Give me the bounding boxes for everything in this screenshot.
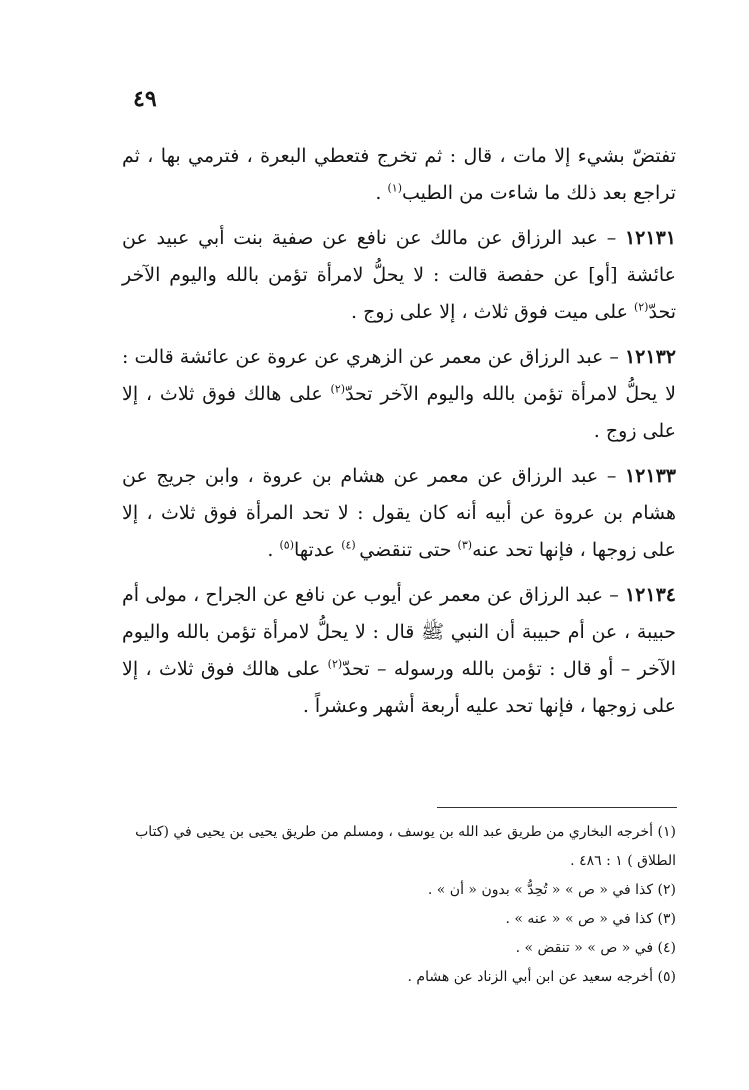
footnote-4 [128, 934, 676, 963]
paragraph-continuation [122, 138, 676, 212]
paragraph-text-end: على هالك فوق ثلاث ، إلا على زوجها ، فإنها تحد عليه أربعة أشهر وعشراً . [122, 658, 676, 717]
paragraph-text-mid2: عدتها [294, 539, 342, 561]
footnote-text: كذا في « ص » « عنه » . [505, 911, 654, 927]
footnote-ref: (٣) [457, 538, 473, 552]
footnote-text: أخرجه البخاري من طريق عبد الله بن يوسف ، ومسلم من طريق يحيى بن يحيى في (كتاب الطلاق ) ١ : ٤٨٦ . [135, 824, 676, 869]
footnote-ref: (٤) [341, 538, 360, 552]
hadith-number: ١٢١٣٣ [624, 465, 676, 487]
hadith-number: ١٢١٣٤ [624, 584, 676, 606]
footnote-number: (٣) [657, 911, 676, 927]
paragraph-text: – عبد الرزاق عن معمر عن أيوب عن نافع عن الجراح ، مولى أم حبيبة ، عن أم حبيبة أن النبي ﷺ قال : لا يحلُّ لامرأة تؤمن بالله واليوم الآخر – أو قال : تؤمن بالله ورسوله – تحدّ [122, 584, 676, 680]
footnote-number: (٥) [657, 969, 676, 985]
hadith-number: ١٢١٣٢ [624, 346, 676, 368]
footnote-2 [128, 876, 676, 905]
paragraph-text-end: . [267, 539, 280, 561]
paragraph-text: – عبد الرزاق عن معمر عن هشام بن عروة ، وابن جريج عن هشام بن عروة عن أبيه أنه كان يقول : لا تحد المرأة فوق ثلاث ، إلا على زوجها ، فإنها تحد عنه [122, 465, 676, 561]
main-text [122, 138, 676, 725]
footnote-divider [437, 807, 677, 808]
footnote-ref: (١) [387, 181, 402, 195]
footnote-number: (٤) [657, 940, 676, 956]
footnote-ref: (٥) [279, 538, 294, 552]
footnote-ref: (٢) [633, 300, 649, 314]
hadith-12134 [122, 577, 676, 725]
footnote-ref: (٢) [327, 657, 343, 671]
hadith-12133 [122, 458, 676, 569]
paragraph-text-end: على هالك فوق ثلاث ، إلا على زوج . [122, 383, 676, 442]
page-number: ٤٩ [133, 86, 157, 112]
hadith-12131 [122, 220, 676, 331]
paragraph-text: تفتضّ بشيء إلا مات ، قال : ثم تخرج فتعطي البعرة ، فترمي بها ، ثم تراجع بعد ذلك ما شاءت من الطيب [122, 145, 676, 204]
paragraph-text-mid: حتى تنقضي [359, 539, 458, 561]
paragraph-text-end: على ميت فوق ثلاث ، إلا على زوج . [351, 301, 634, 323]
hadith-12132 [122, 339, 676, 450]
hadith-number: ١٢١٣١ [624, 227, 676, 249]
footnote-1 [128, 818, 676, 876]
footnote-text: في « ص » « تنقض » . [515, 940, 654, 956]
paragraph-text: – عبد الرزاق عن مالك عن نافع عن صفية بنت أبي عبيد عن عائشة [أو] عن حفصة قالت : لا يحلُّ لامرأة تؤمن بالله واليوم الآخر تحدّ [122, 227, 676, 323]
footnote-number: (٢) [657, 882, 676, 898]
footnote-number: (١) [657, 824, 676, 840]
footnote-3 [128, 905, 676, 934]
paragraph-text: – عبد الرزاق عن معمر عن الزهري عن عروة عن عائشة قالت : لا يحلُّ لامرأة تؤمن بالله واليوم الآخر تحدّ [122, 346, 676, 405]
footnote-5 [128, 963, 676, 992]
paragraph-text-end: . [375, 182, 388, 204]
footnote-text: أخرجه سعيد عن ابن أبي الزناد عن هشام . [407, 969, 654, 985]
footnote-ref: (٢) [330, 382, 346, 396]
footnote-text: كذا في « ص » « تُحِدُّ » بدون « أن » . [427, 882, 654, 898]
footnotes [128, 818, 676, 992]
